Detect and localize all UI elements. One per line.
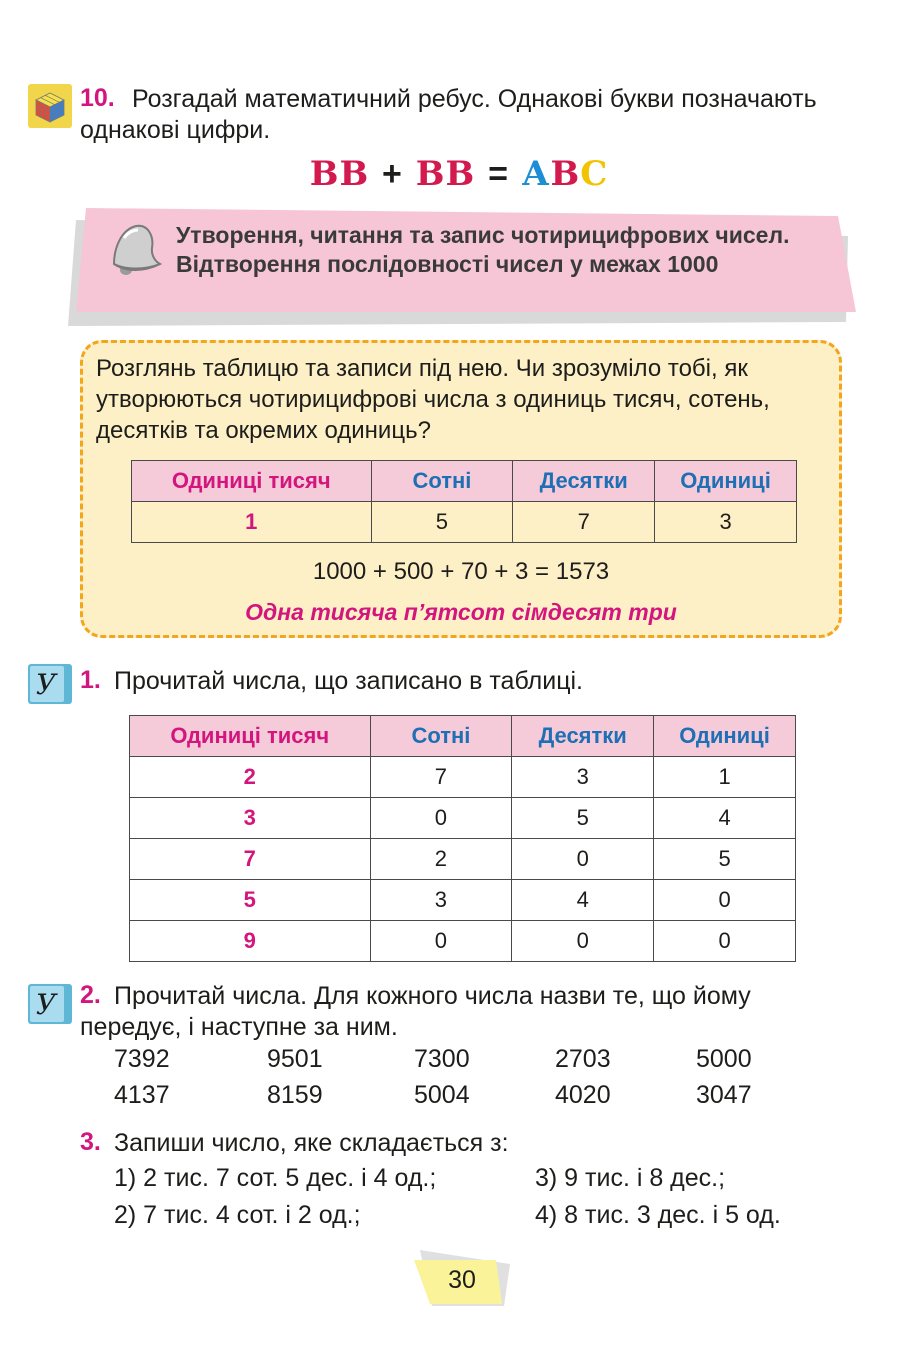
table-header-row xyxy=(130,716,796,757)
task-3-text: Запиши число, яке складається з: xyxy=(114,1129,509,1157)
task-3-item-1: 1) 2 тис. 7 сот. 5 дес. і 4 од.; xyxy=(114,1164,437,1192)
task-3-number: 3. xyxy=(80,1128,101,1156)
cell-hundreds: 0 xyxy=(370,921,512,962)
place-value-table xyxy=(129,715,796,962)
cell-thousands: 5 xyxy=(130,880,371,921)
table-row xyxy=(130,921,796,962)
number-item: 4020 xyxy=(555,1081,611,1109)
cell-thousands: 9 xyxy=(130,921,371,962)
number-item: 7392 xyxy=(114,1045,170,1073)
number-item: 2703 xyxy=(555,1045,611,1073)
cell-tens: 5 xyxy=(512,798,654,839)
rubik-cube-icon xyxy=(28,84,72,128)
task-1-number: 1. xyxy=(80,666,101,694)
header-tens: Десятки xyxy=(513,461,655,502)
table-row xyxy=(130,880,796,921)
number-item: 5004 xyxy=(414,1081,470,1109)
header-units: Одиниці xyxy=(654,716,796,757)
cell-thousands: 7 xyxy=(130,839,371,880)
cell-hundreds: 0 xyxy=(370,798,512,839)
task-10-text: Розгадай математичний ребус. Однакові букви позначають однакові цифри. xyxy=(80,85,817,144)
task-3-item-3: 3) 9 тис. і 8 дес.; xyxy=(535,1164,726,1192)
number-item: 3047 xyxy=(696,1081,752,1109)
number-item: 5000 xyxy=(696,1045,752,1073)
table-header-row xyxy=(132,461,797,502)
task-2-text: Прочитай числа. Для кожного числа назви те, що йому передує, і наступне за ним. xyxy=(80,982,751,1041)
task-1-text: Прочитай числа, що записано в таблиці. xyxy=(114,667,584,695)
number-item: 9501 xyxy=(267,1045,323,1073)
cell-hundreds: 7 xyxy=(370,757,512,798)
oral-task-icon xyxy=(28,664,72,704)
header-hundreds: Сотні xyxy=(370,716,512,757)
cell-units: 4 xyxy=(654,798,796,839)
cell-units: 3 xyxy=(655,502,797,543)
header-thousands: Одиниці тисяч xyxy=(130,716,371,757)
cell-hundreds: 3 xyxy=(370,880,512,921)
cell-units: 0 xyxy=(654,921,796,962)
info-text: Розглянь таблицю та записи під нею. Чи зрозуміло тобі, як утворюються чотирицифрові числа з одиниць тисяч, сотень, десятків та окремих одиниць? xyxy=(96,355,770,444)
topic-title: Утворення, читання та запис чотирицифрових чисел. Відтворення послідовності чисел у межах 1000 xyxy=(176,222,790,277)
task-3-item-4: 4) 8 тис. 3 дес. і 5 од. xyxy=(535,1201,781,1229)
task-10-number: 10. xyxy=(80,84,115,112)
rebus-letter-b: В xyxy=(550,154,581,194)
rebus xyxy=(0,154,918,194)
table-row xyxy=(130,757,796,798)
cell-units: 5 xyxy=(654,839,796,880)
cell-hundreds: 5 xyxy=(371,502,513,543)
cell-thousands: 2 xyxy=(130,757,371,798)
cell-tens: 0 xyxy=(512,839,654,880)
header-tens: Десятки xyxy=(512,716,654,757)
rebus-term-1: ВВ xyxy=(309,154,370,194)
header-thousands: Одиниці тисяч xyxy=(132,461,372,502)
table-row xyxy=(132,502,797,543)
table-row xyxy=(130,839,796,880)
numbers-row-1 xyxy=(114,1045,816,1074)
cell-tens: 4 xyxy=(512,880,654,921)
cell-units: 0 xyxy=(654,880,796,921)
rebus-letter-c: С xyxy=(580,154,609,194)
rebus-letter-a: А xyxy=(521,154,551,194)
table-row xyxy=(130,798,796,839)
oral-badge-letter: У xyxy=(35,668,57,701)
rebus-term-2: ВВ xyxy=(415,154,476,194)
oral-badge-letter: У xyxy=(35,988,57,1021)
header-hundreds: Сотні xyxy=(371,461,513,502)
number-item: 7300 xyxy=(414,1045,470,1073)
task-3-item-2: 2) 7 тис. 4 сот. і 2 од.; xyxy=(114,1201,361,1229)
rebus-equals: = xyxy=(488,155,509,193)
cell-thousands: 1 xyxy=(132,502,372,543)
number-item: 4137 xyxy=(114,1081,170,1109)
place-value-table-example xyxy=(131,460,797,543)
bell-icon xyxy=(104,220,164,285)
cell-tens: 0 xyxy=(512,921,654,962)
cell-units: 1 xyxy=(654,757,796,798)
numbers-row-2 xyxy=(114,1081,816,1110)
cell-tens: 7 xyxy=(513,502,655,543)
page-number: 30 xyxy=(448,1266,476,1294)
oral-task-icon xyxy=(28,984,72,1024)
cell-thousands: 3 xyxy=(130,798,371,839)
cell-hundreds: 2 xyxy=(370,839,512,880)
number-item: 8159 xyxy=(267,1081,323,1109)
example-equation: 1000 + 500 + 70 + 3 = 1573 xyxy=(312,558,610,585)
task-2-number: 2. xyxy=(80,981,101,1009)
header-units: Одиниці xyxy=(655,461,797,502)
cell-tens: 3 xyxy=(512,757,654,798)
example-words: Одна тисяча п’ятсот сімдесят три xyxy=(245,599,677,625)
rebus-plus: + xyxy=(382,155,403,193)
